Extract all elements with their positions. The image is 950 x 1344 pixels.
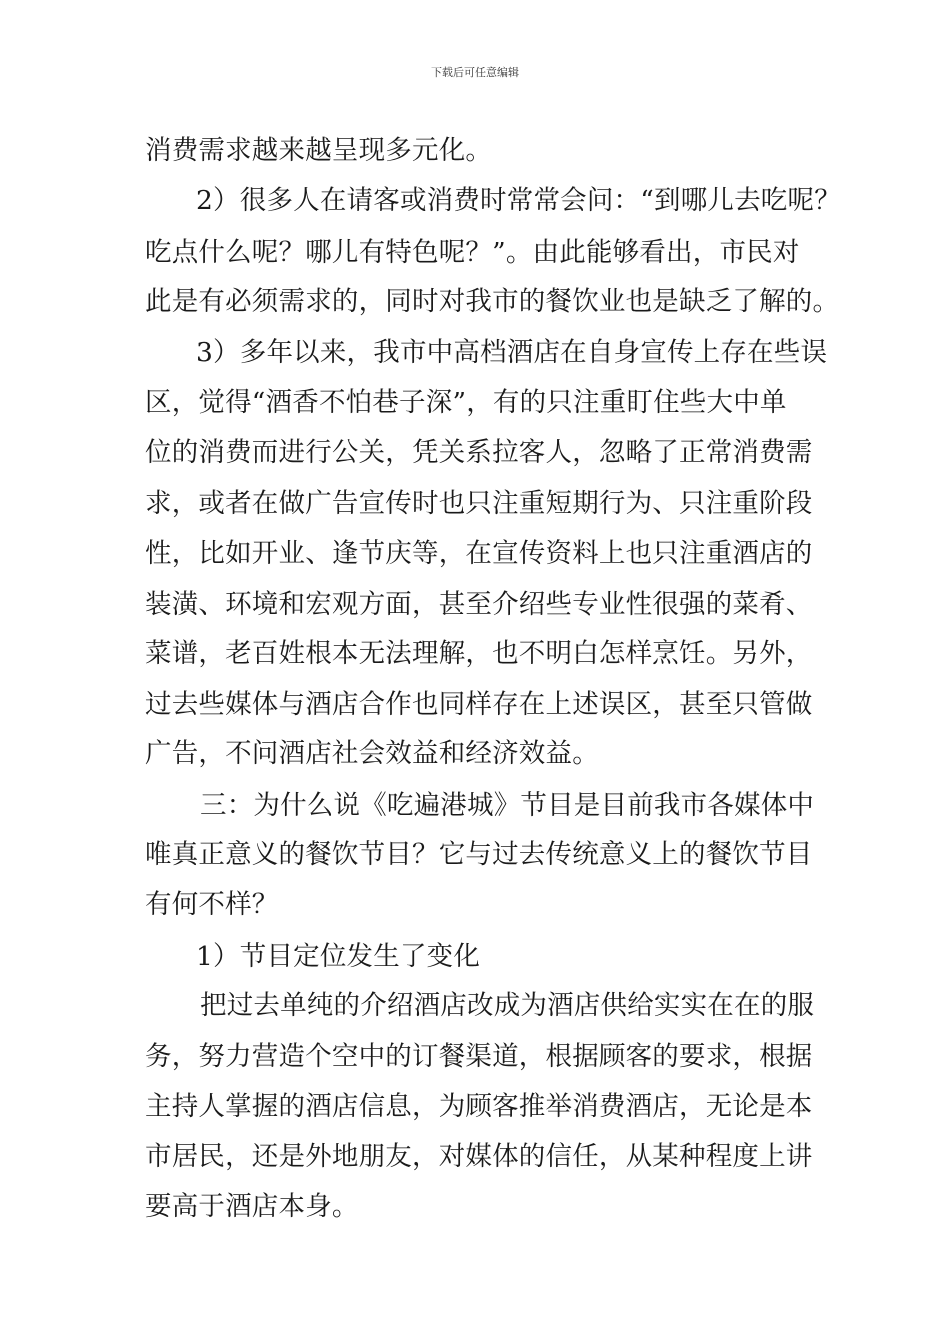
text-line-6: 区，觉得“酒香不怕巷子深”，有的只注重盯住些大中单 — [145, 387, 787, 418]
header-note: 下载后可任意编辑 — [431, 66, 519, 79]
section-heading-line-1: 三：为什么说《吃遍港城》节目是目前我市各媒体中 — [200, 790, 815, 821]
section-heading-line-3: 有何不样？ — [145, 889, 279, 920]
text-line-10: 装潢、环境和宏观方面，甚至介绍些专业性很强的菜肴、 — [145, 589, 813, 620]
subheading-line: 1）节目定位发生了变化 — [196, 941, 481, 972]
text-line-4: 此是有必须需求的，同时对我市的餐饮业也是缺乏了解的。 — [145, 286, 840, 317]
text-line-13: 广告，不问酒店社会效益和经济效益。 — [145, 738, 599, 769]
text-line-12: 过去些媒体与酒店合作也同样存在上述误区，甚至只管做 — [145, 689, 813, 720]
text-line-21: 市居民，还是外地朋友，对媒体的信任，从某种程度上讲 — [145, 1141, 813, 1172]
text-line-2: 2）很多人在请客或消费时常常会问：“到哪儿去吃呢？ — [196, 185, 841, 216]
text-line-1: 消费需求越来越呈现多元化。 — [145, 135, 493, 166]
text-line-8: 求，或者在做广告宣传时也只注重短期行为、只注重阶段 — [145, 488, 813, 519]
text-line-3: 吃点什么呢？哪儿有特色呢？”。由此能够看出，市民对 — [145, 237, 800, 268]
text-line-11: 菜谱，老百姓根本无法理解，也不明白怎样烹饪。另外， — [145, 638, 813, 669]
section-heading-line-2: 唯真正意义的餐饮节目？它与过去传统意义上的餐饮节目 — [145, 839, 813, 870]
text-line-7: 位的消费而进行公关，凭关系拉客人，忽略了正常消费需 — [145, 437, 813, 468]
text-line-22: 要高于酒店本身。 — [145, 1191, 359, 1222]
text-line-19: 务，努力营造个空中的订餐渠道，根据顾客的要求，根据 — [145, 1041, 813, 1072]
text-line-5: 3）多年以来，我市中高档酒店在自身宣传上存在些误 — [196, 337, 828, 368]
text-line-18: 把过去单纯的介绍酒店改成为酒店供给实实在在的服 — [200, 990, 815, 1021]
text-line-20: 主持人掌握的酒店信息，为顾客推举消费酒店，无论是本 — [145, 1091, 813, 1122]
text-line-9: 性，比如开业、逢节庆等，在宣传资料上也只注重酒店的 — [145, 538, 813, 569]
